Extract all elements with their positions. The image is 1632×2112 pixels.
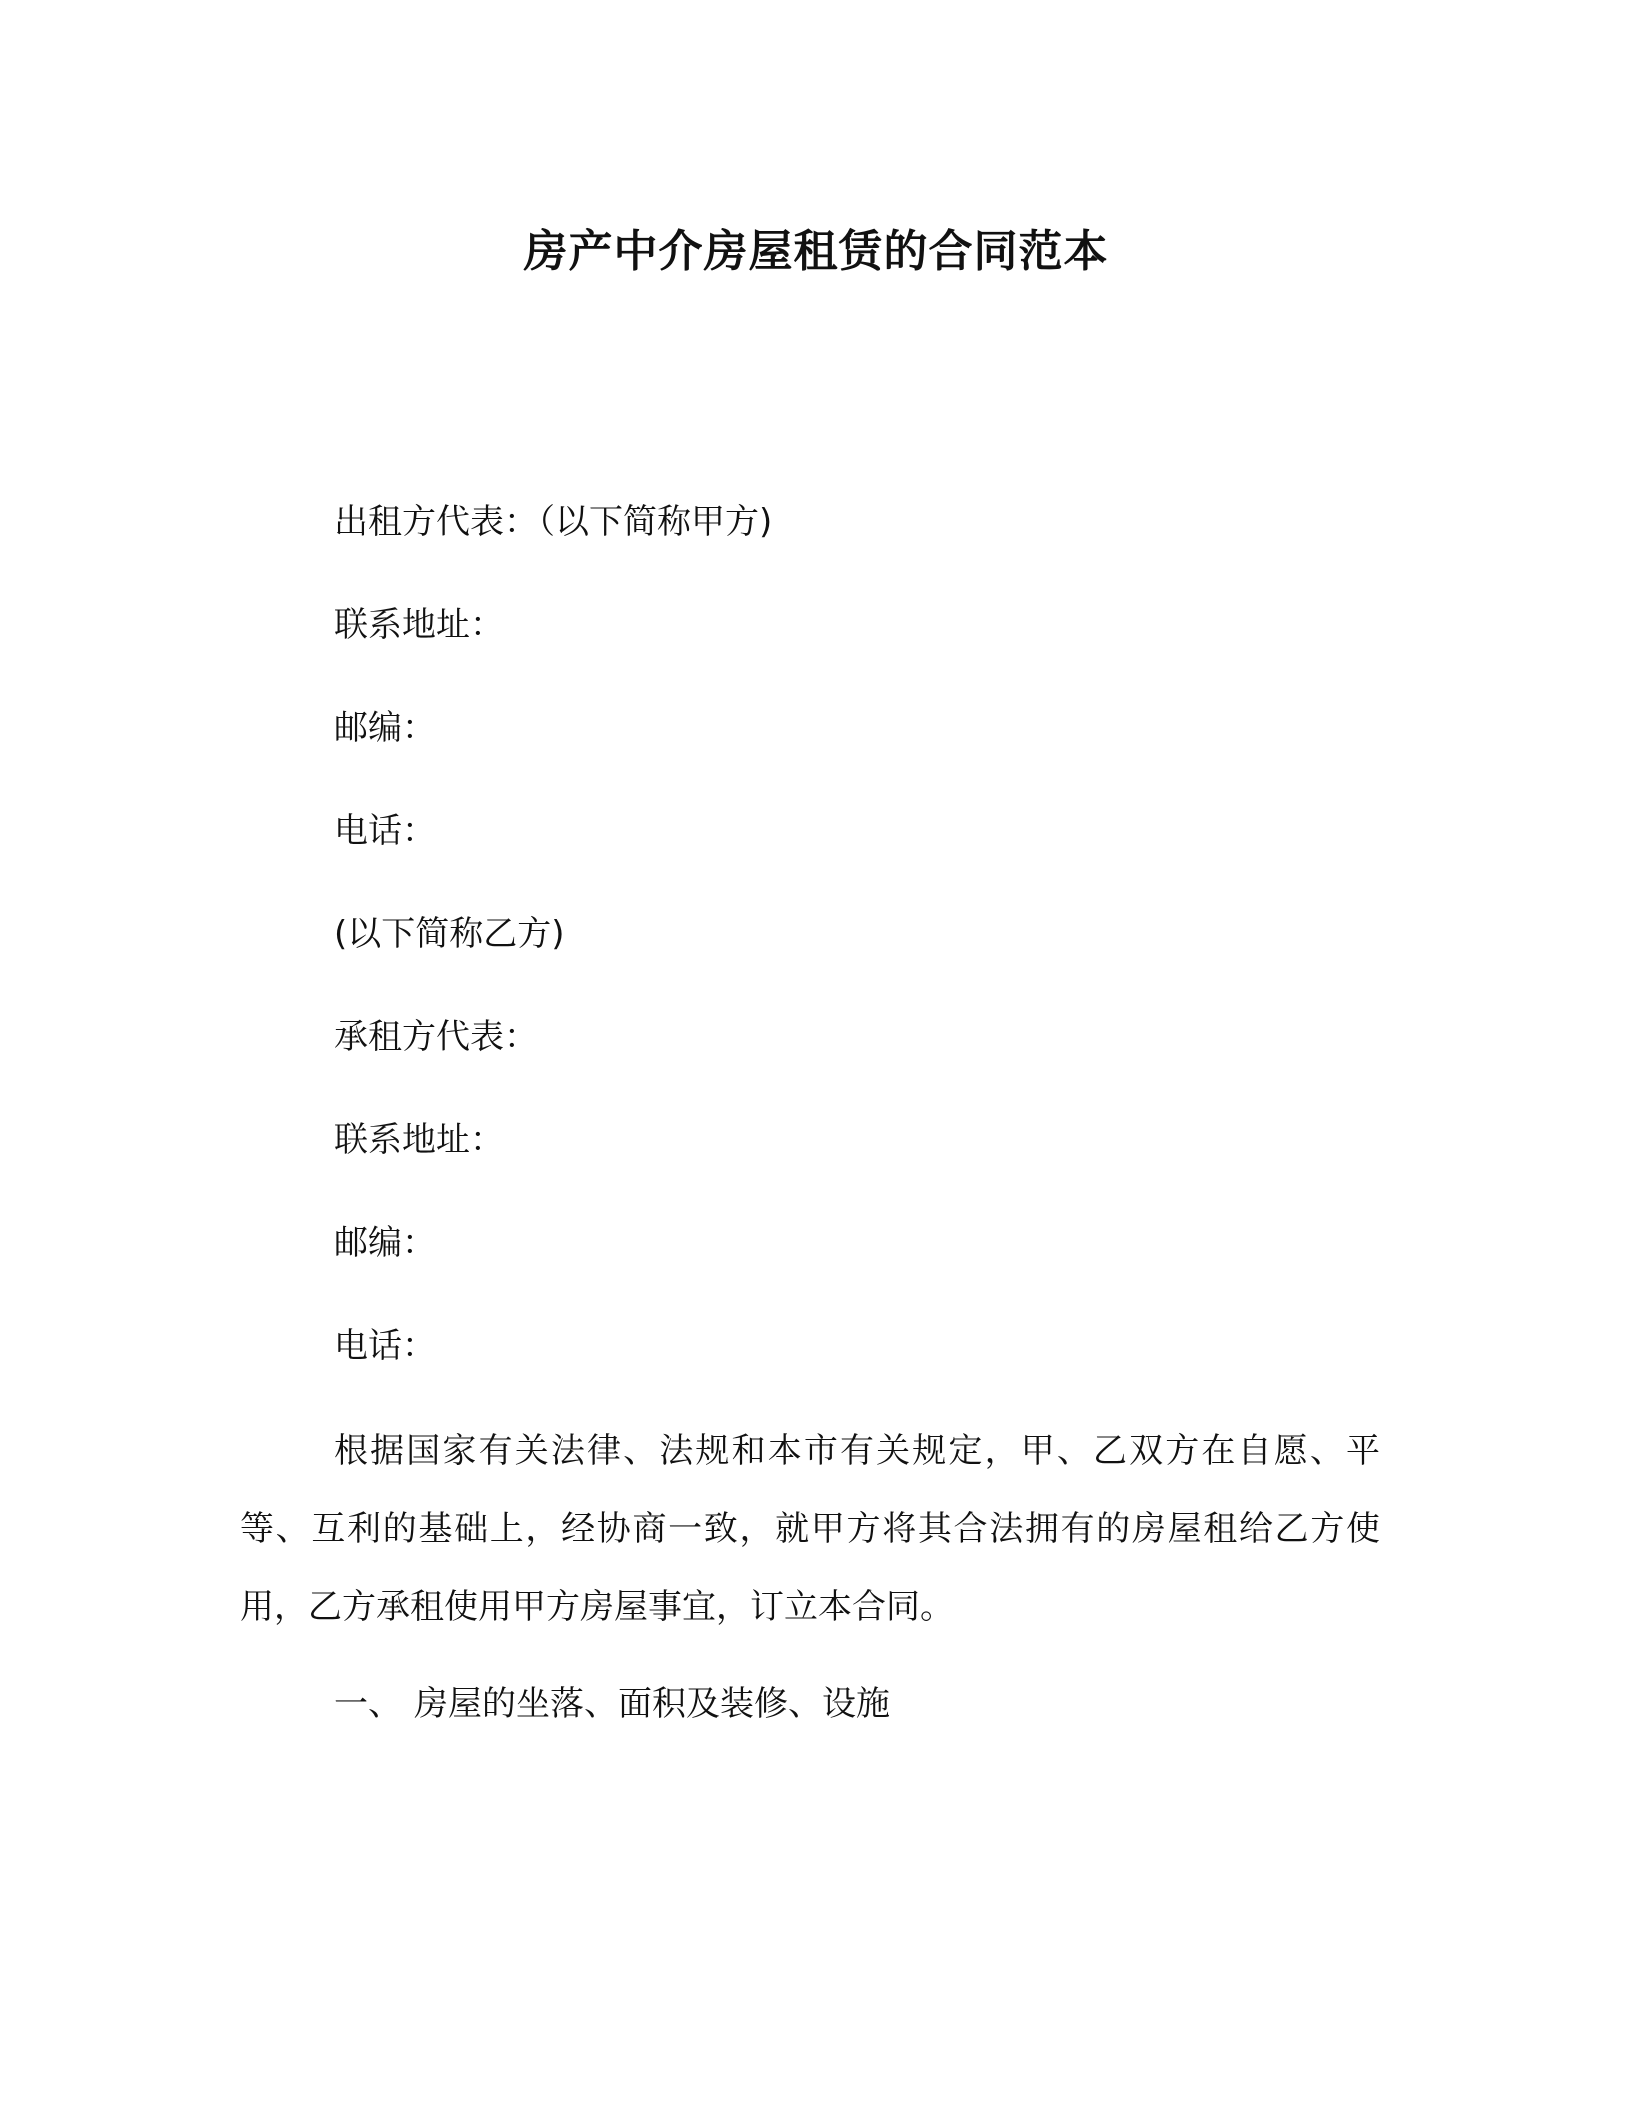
preamble-paragraph: 根据国家有关法律、法规和本市有关规定，甲、乙双方在自愿、平等、互利的基础上，经协商一致，就甲方将其合法拥有的房屋租给乙方使用，乙方承租使用甲方房屋事宜，订立本合同。	[240, 1431, 1380, 1627]
lessee-representative-field: 承租方代表：	[334, 1017, 538, 1057]
section-1-number: 一、	[334, 1684, 402, 1724]
lessor-representative-field: 出租方代表：（以下简称甲方)	[334, 502, 773, 542]
lessee-phone-field: 电话：	[334, 1326, 436, 1366]
document-title: 房产中介房屋租赁的合同范本	[523, 226, 1109, 277]
lessee-address-field: 联系地址：	[334, 1120, 504, 1160]
section-1-title: 房屋的坐落、面积及装修、设施	[414, 1684, 890, 1724]
lessor-postcode-field: 邮编：	[334, 708, 436, 748]
section-1-heading	[334, 1680, 890, 1728]
lessee-postcode-field: 邮编：	[334, 1223, 436, 1263]
lessee-short-name-field: (以下简称乙方)	[334, 914, 565, 954]
lessor-phone-field: 电话：	[334, 811, 436, 851]
lessor-address-field: 联系地址：	[334, 605, 504, 645]
